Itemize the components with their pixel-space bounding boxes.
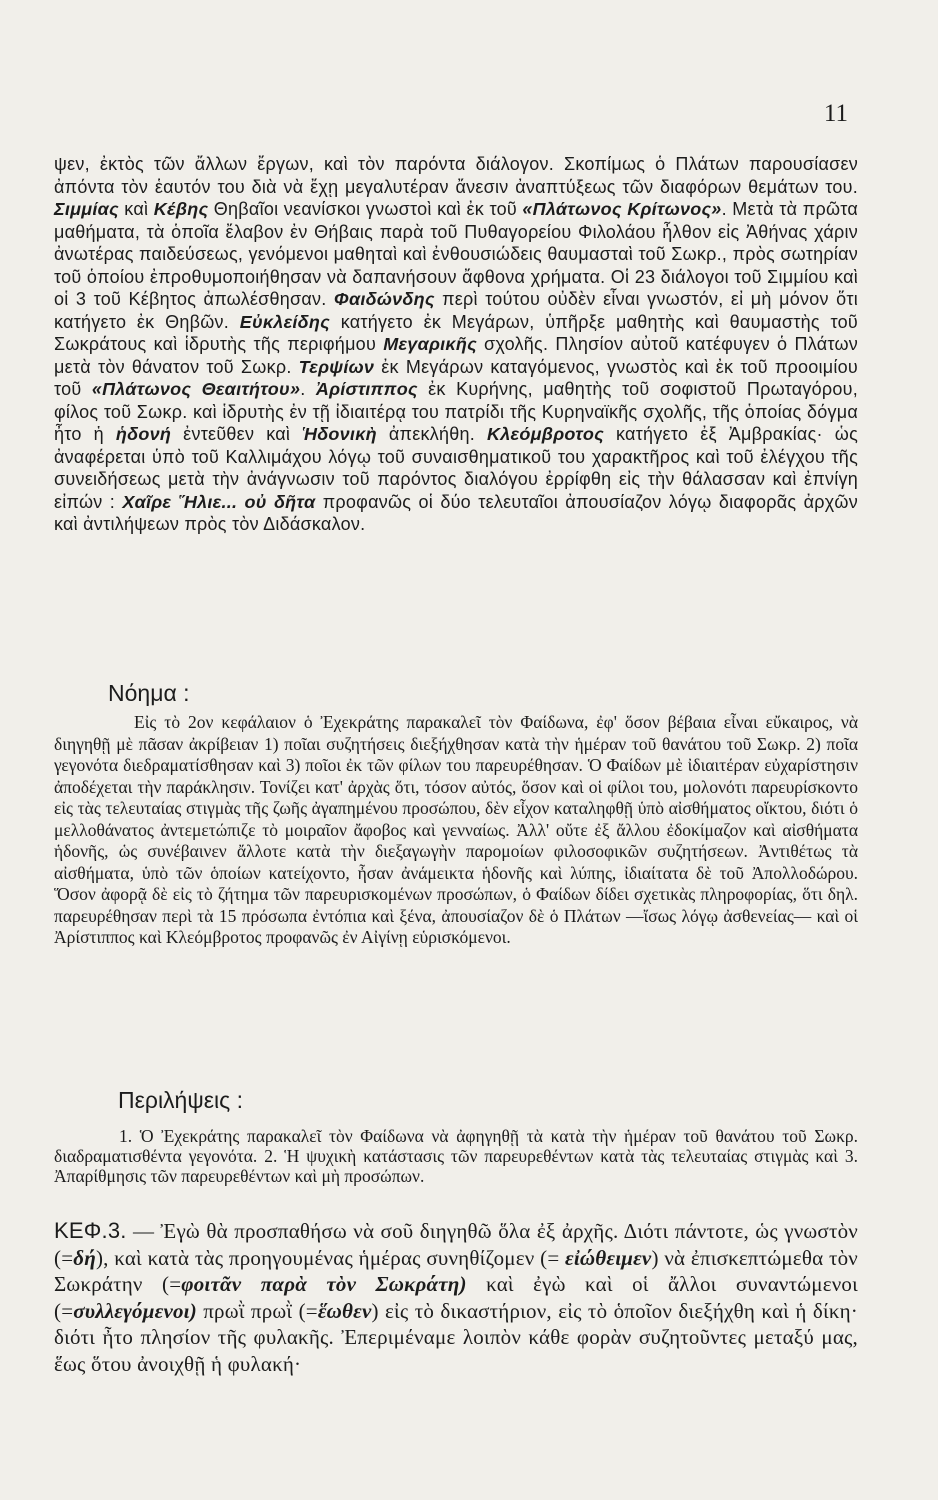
intro-text: κατήγετο ἐξ Ἀμβρακίας· ὡς ἀναφέρεται ὑπὸ τοῦ Καλλιμάχου λόγῳ τοῦ συναισθηματικοῦ του χαρακτῆρος καὶ τοῦ ἐλέγχου τῆς συνειδήσεως μετὰ τὴν ἀνάγνωσιν τοῦ παρόντος διαλόγου ἐρρίφθη εἰς τὴν θάλασσαν καὶ ἐπνίγη εἰπών : [54,424,858,512]
intro-text: περὶ τούτου οὐδὲν εἶναι γνωστόν, εἰ μὴ μόνον ὅτι κατήγετο ἐκ Θηβῶν. [54,289,858,332]
chapter-text: — Ἐγὼ θὰ προσπαθήσω νὰ σοῦ διηγηθῶ ὅλα ἐξ ἀρχῆς. Διότι πάντοτε, ὡς γνωστὸν (= [54,1219,858,1270]
term-hedonike: Ἡδονικὴ [302,424,377,444]
gloss-term: φοιτᾶν παρὰ τὸν Σωκράτη) [181,1272,467,1296]
intro-text: ἐντεῦθεν καὶ [171,424,303,444]
chapter-3-paragraph [54,1218,858,1377]
name-eukleides: Εὐκλείδης [239,311,330,332]
noima-paragraph [54,712,858,949]
term-megariki: Μεγαρικῆς [383,334,477,354]
name-simmias: Σιμμίας [54,199,119,219]
name-terpsion: Τερψίων [298,356,375,377]
intro-text: . [300,379,316,399]
chapter-text: ) νὰ ἐπισκεπτώμεθα τὸν Σωκράτην (= [54,1245,858,1296]
chapter-text: ), καὶ κατὰ τὰς προηγουμένας ἡμέρας συνηθίζομεν (= [95,1245,566,1270]
intro-text: . Μετὰ τὰ πρῶτα μαθήματα, τὰ ὁποῖα ἔλαβον ἐν Θήβαις παρὰ τοῦ Πυθαγορείου Φιλολάου ἦλθον εἰς Ἀθήνας χάριν ἀνωτέρας παιδεύσεως, γενόμενοι μαθηταὶ καὶ ἐνθουσιώδεις θαυμασταὶ τοῦ Σωκρ., πρὸς σωτηρίαν τοῦ ὁποίου ἐπροθυμοποιήθησαν νὰ δαπανήσουν ἄφθονα χρήματα. Οἱ 23 διάλογοι τοῦ Σιμμίου καὶ οἱ 3 τοῦ Κέβητος ἀπωλέσθησαν. [54,199,859,309]
intro-text: ἐκ Μεγάρων καταγόμενος, γνωστὸς καὶ ἐκ τοῦ προοιμίου τοῦ [54,356,858,399]
perilipseis-text: 1. Ὁ Ἐχεκράτης παρακαλεῖ τὸν Φαίδωνα νὰ ἀφηγηθῇ τὰ κατὰ τὴν ἡμέραν τοῦ θανάτου τοῦ Σωκρ. διαδραματισθέντα γεγονότα. 2. Ἡ ψυχικὴ κατάστασις τῶν παρευρεθέντων κατὰ τὰς τελευταίας στιγμὰς καὶ 3. Ἀπαρίθμησις τῶν παρευρεθέντων καὶ μὴ προσώπων. [54,1126,858,1186]
intro-text: σχολῆς. Πλησίον αὐτοῦ κατέφυγεν ὁ Πλάτων μετὰ τὸν θάνατον τοῦ Σωκρ. [54,334,859,377]
name-phaidondes: Φαιδώνδης [333,289,435,309]
intro-text: ἀπεκλήθη. [376,424,488,444]
quote-chaire: Χαῖρε Ἥλιε... οὐ δῆτα [122,491,316,512]
perilipseis-paragraph [54,1126,858,1186]
name-kebes: Κέβης [153,199,209,219]
chapter-text: καὶ ἐγὼ καὶ οἱ ἄλλοι συναντώμενοι (= [54,1272,858,1323]
title-kriton: «Πλάτωνος Κρίτωνος» [522,199,722,219]
chapter-text: ) εἰς τὸ δικαστήριον, εἰς τὸ ὁποῖον διεξήχθη καὶ ἡ δίκη· διότι ἦτο πλησίον τῆς φυλακῆς. Ἐπεριμέναμε λοιπὸν κάθε φορὰν συζητοῦντες μεταξύ μας, ἕως ὅτου ἀνοιχθῇ ἡ φυλακή· [54,1298,858,1376]
intro-text: προφανῶς οἱ δύο τελευταῖοι ἀπουσίαζον λόγῳ διαφορᾶς ἀρχῶν καὶ ἀντιλήψεων πρὸς τὸν Διδάσκαλον. [54,491,858,534]
name-kleombrotos: Κλεόμβροτος [487,424,604,444]
name-aristippos: Ἀρίστιππος [315,379,418,399]
intro-text: ἐκ Κυρήνης, μαθητὴς τοῦ σοφιστοῦ Πρωταγόρου, φίλος τοῦ Σωκρ. καὶ ἱδρυτὴς ἐν τῇ ἰδιαιτέρᾳ του πατρίδι τῆς Κυρηναϊκῆς σχολῆς, τῆς ὁποίας δόγμα ἦτο ἡ [54,379,858,444]
gloss-term: δή [73,1245,96,1270]
title-theaitetos: «Πλάτωνος Θεαιτήτου» [91,379,301,399]
noima-text: Εἰς τὸ 2ον κεφάλαιον ὁ Ἐχεκράτης παρακαλεῖ τὸν Φαίδωνα, ἐφ' ὅσον βέβαια εἶναι εὔκαιρος, νὰ διηγηθῇ μὲ πᾶσαν ἀκρίβειαν 1) ποῖαι συζητήσεις διεξήχθησαν κατὰ τὴν ἡμέραν τοῦ θανάτου τοῦ Σωκρ. 2) ποῖα γεγονότα διεδραματίσθησαν καὶ 3) ποῖοι ἐκ τῶν φίλων του παρευρέθησαν. Ὁ Φαίδων μὲ ἰδιαιτέραν εὐχαρίστησιν ἀποδέχεται τὴν παράκλησιν. Τονίζει κατ' ἀρχὰς ὅτι, τόσον αὐτός, ὅσον καὶ οἱ φίλοι του, μολονότι παρευρίσκοντο εἰς τὰς τελευταίας στιγμὰς τῆς ζωῆς ἀγαπημένου προσώπου, δὲν εἶχον καταληφθῇ ὑπὸ αἰσθήματος οἴκτου, διότι ὁ μελλοθάνατος ἀντεμετώπιζε τὸ μοιραῖον ἄφοβος καὶ γενναίως. Ἀλλ' οὔτε ἐξ ἄλλου ἐδοκίμαζον καὶ αἰσθήματα ἡδονῆς, ὡς συνέβαινεν ἄλλοτε κατὰ τὴν διεξαγωγὴν παρομοίων φιλοσοφικῶν συζητήσεων. Ἀντιθέτως τὰ αἰσθήματα, ὑπὸ τῶν ὁποίων κατείχοντο, ἦσαν ἀνάμεικτα ἡδονῆς καὶ λύπης, ἰδιαίτατα δὲ τοῦ Ἀπολλοδώρου. Ὅσον ἀφορᾷ δὲ εἰς τὸ ζήτημα τῶν παρευρισκομένων προσώπων, ὁ Φαίδων δίδει σχετικὰς πληροφορίας, ὅτι δηλ. παρευρέθησαν περὶ τὰ 15 πρόσωπα ἐντόπια καὶ ξένα, ἀπουσίαζον δὲ ὁ Πλάτων —ἴσως λόγῳ ἀσθενείας— καὶ οἱ Ἀρίστιππος καὶ Κλεόμβροτος προφανῶς ἐν Αἰγίνῃ εὑρισκόμενοι. [54,712,858,947]
term-hedone: ἡδονή [115,424,172,444]
intro-text: Θηβαῖοι νεανίσκοι γνωστοὶ καὶ ἐκ τοῦ [208,199,523,219]
intro-paragraph [54,153,858,536]
intro-text: ψεν, ἐκτὸς τῶν ἄλλων ἔργων, καὶ τὸν παρόντα διάλογον. Σκοπίμως ὁ Πλάτων παρουσίασεν ἀπόντα τὸν ἑαυτόν του διὰ νὰ ἔχῃ μεγαλυτέραν ἄνεσιν ἀναπτύξεως τῶν διαφόρων θεμάτων του. [54,154,858,197]
gloss-term: εἰώθειμεν [565,1245,652,1270]
section-heading-noima: Νόημα : [108,680,190,706]
section-heading-perilipseis: Περιλήψεις : [118,1087,243,1113]
intro-text: καὶ [118,199,154,219]
chapter-text: πρωῒ πρωῒ (= [196,1298,318,1323]
gloss-term: ἕωθεν [317,1298,372,1323]
intro-text: κατήγετο ἐκ Μεγάρων, ὑπῆρξε μαθητὴς καὶ θαυμαστὴς τοῦ Σωκράτους καὶ ἱδρυτὴς τῆς περιφήμου [54,311,858,354]
page-number: 11 [823,100,848,127]
gloss-term: συλλεγόμενοι) [73,1298,197,1323]
chapter-label: ΚΕΦ.3. [54,1218,127,1243]
